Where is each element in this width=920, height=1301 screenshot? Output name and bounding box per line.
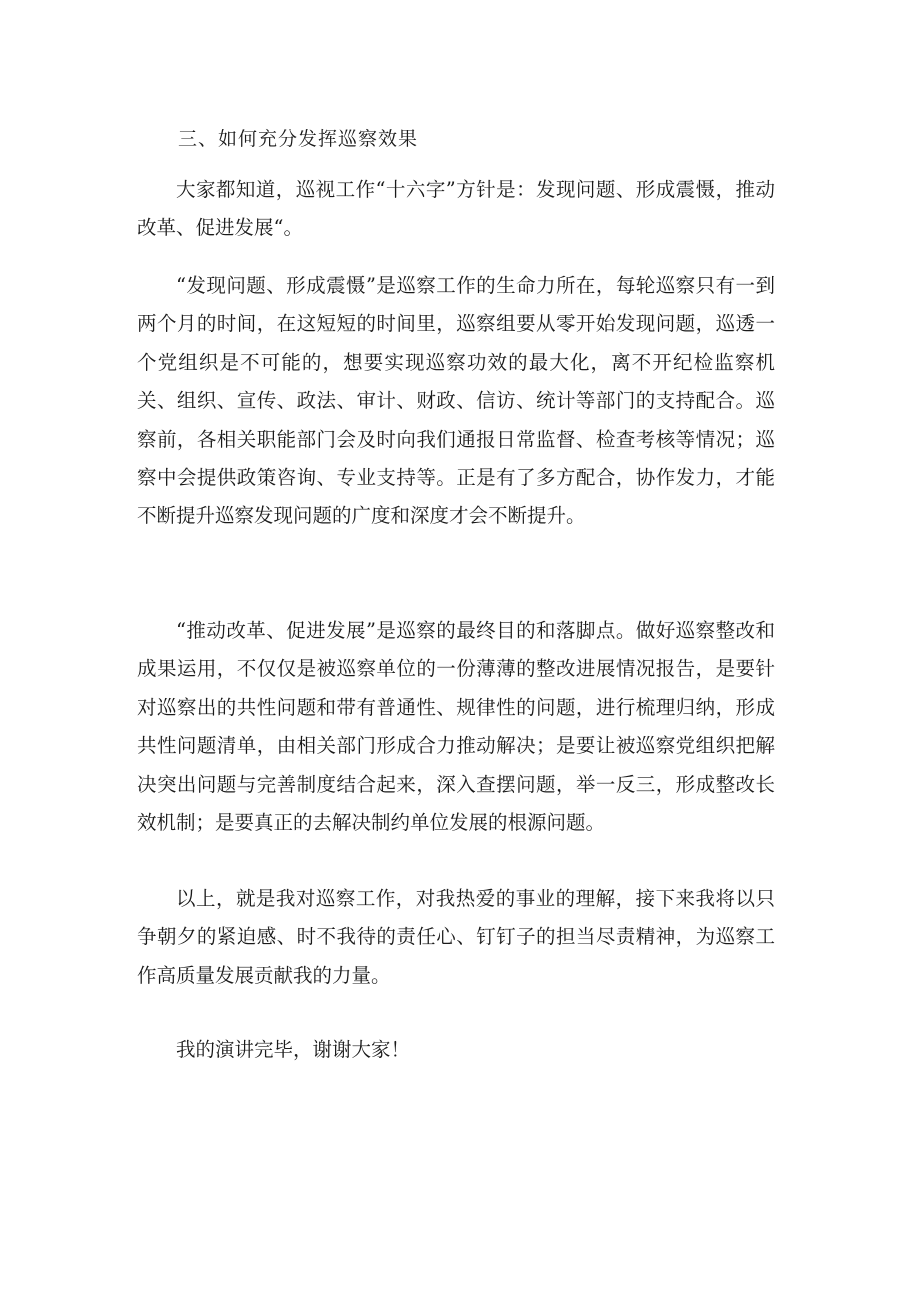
paragraph-conclusion: 以上，就是我对巡察工作，对我热爱的事业的理解，接下来我将以只争朝夕的紧迫感、时不我待的责任心、钉钉子的担当尽责精神，为巡察工作高质量发展贡献我的力量。 xyxy=(137,887,775,987)
paragraph-intro: 大家都知道，巡视工作“十六字”方针是：发现问题、形成震慑，推动改革、促进发展“。 xyxy=(137,178,775,240)
section-heading: 三、如何充分发挥巡察效果 xyxy=(178,128,419,150)
paragraph-discover-problems: “发现问题、形成震慑”是巡察工作的生命力所在，每轮巡察只有一到两个月的时间，在这短短的时间里，巡察组要从零开始发现问题，巡透一个党组织是不可能的，想要实现巡察功效的最大化，离不开纪检监察机关、组织、宣传、政法、审计、财政、信访、统计等部门的支持配合。巡察前，各相关职能部门会及时向我们通报日常监督、检查考核等情况；巡察中会提供政策咨询、专业支持等。正是有了多方配合，协作发力，才能不断提升巡察发现问题的广度和深度才会不断提升。 xyxy=(137,274,775,528)
paragraph-promote-reform: “推动改革、促进发展”是巡察的最终目的和落脚点。做好巡察整改和成果运用，不仅仅是被巡察单位的一份薄薄的整改进展情况报告，是要针对巡察出的共性问题和带有普通性、规律性的问题，进行梳理归纳，形成共性问题清单，由相关部门形成合力推动解决；是要让被巡察党组织把解决突出问题与完善制度结合起来，深入查摆问题，举一反三，形成整改长效机制；是要真正的去解决制约单位发展的根源问题。 xyxy=(137,619,775,835)
paragraph-closing: 我的演讲完毕，谢谢大家！ xyxy=(176,1038,411,1061)
